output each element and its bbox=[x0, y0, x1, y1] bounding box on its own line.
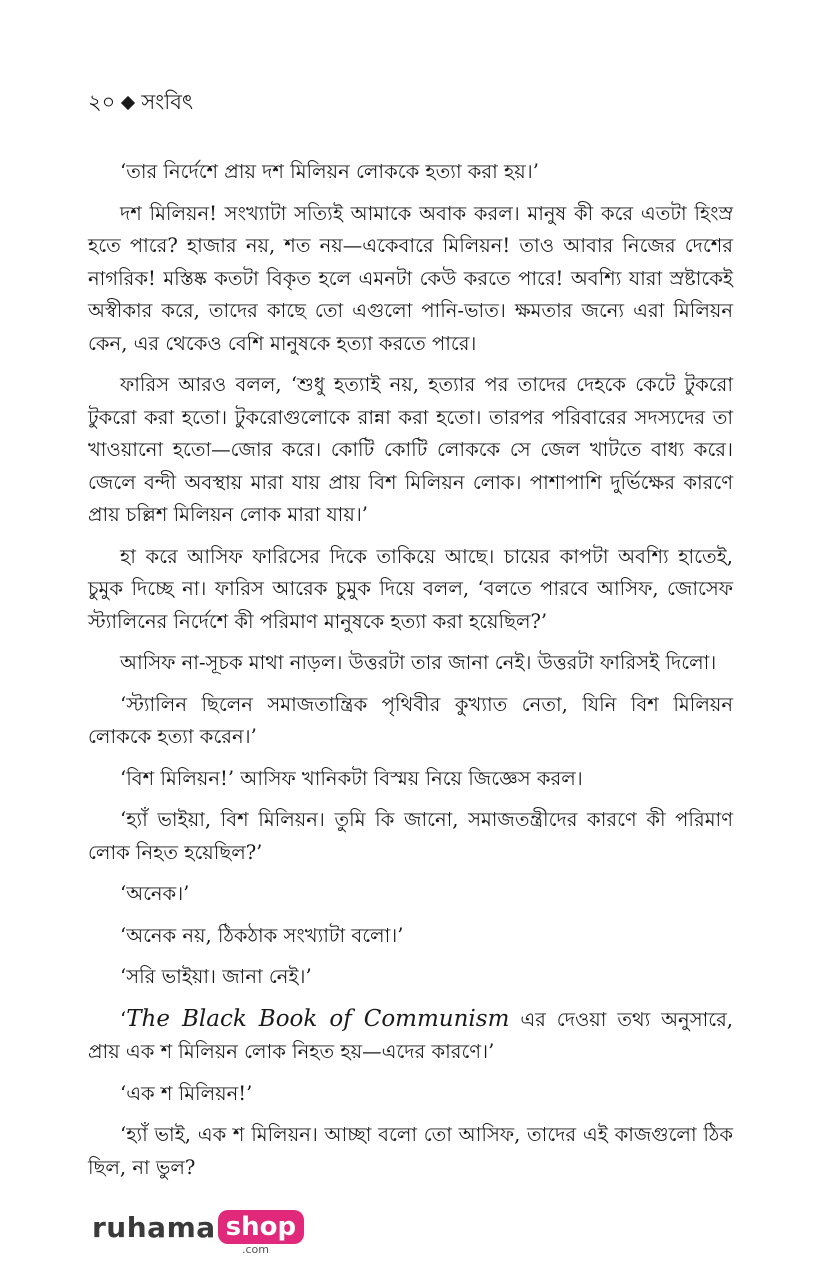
paragraph-12 bbox=[88, 1003, 733, 1069]
body-text bbox=[88, 156, 733, 1193]
logo-badge: shop bbox=[218, 1210, 304, 1244]
book-name: The Black Book of Communism bbox=[126, 1005, 510, 1032]
logo-domain: .com bbox=[242, 1243, 269, 1256]
paragraph-6: ‘স্ট্যালিন ছিলেন সমাজতান্ত্রিক পৃথিবীর কুখ্যাত নেতা, যিনি বিশ মিলিয়ন লোককে হত্যা করেন।’ bbox=[88, 692, 733, 748]
paragraph-2: দশ মিলিয়ন! সংখ্যাটা সত্যিই আমাকে অবাক করল। মানুষ কী করে এতটা হিংস্র হতে পারে? হাজার নয়, শত নয়—একেবারে মিলিয়ন! তাও আবার নিজের দেশের নাগরিক! মস্তিষ্ক কতটা বিকৃত হলে এমনটা কেউ করতে পারে! অবশ্যি যারা স্রষ্টাকেই অস্বীকার করে, তাদের কাছে তো এগুলো পানি-ভাত। ক্ষমতার জন্যে এরা মিলিয়ন কেন, এর থেকেও বেশি মানুষকে হত্যা করতে পারে। bbox=[88, 201, 733, 355]
paragraph-3: ফারিস আরও বলল, ‘শুধু হত্যাই নয়, হত্যার পর তাদের দেহকে কেটে টুকরো টুকরো করা হতো। টুকরোগুলোকে রান্না করা হতো। তারপর পরিবারের সদস্যদের তা খাওয়ানো হতো—জোর করে। কোটি কোটি লোককে সে জেল খাটতে বাধ্য করে। জেলে বন্দী অবস্থায় মারা যায় প্রায় বিশ মিলিয়ন লোক। পাশাপাশি দুর্ভিক্ষের কারণে প্রায় চল্লিশ মিলিয়ন লোক মারা যায়।’ bbox=[88, 373, 733, 526]
ruhama-shop-logo bbox=[92, 1210, 304, 1258]
paragraph-11: ‘সরি ভাইয়া। জানা নেই।’ bbox=[120, 965, 312, 988]
book-title: সংবিৎ bbox=[141, 90, 194, 114]
running-head bbox=[88, 88, 193, 116]
paragraph-4: হা করে আসিফ ফারিসের দিকে তাকিয়ে আছে। চায়ের কাপটা অবশ্যি হাতেই, চুমুক দিচ্ছে না। ফারিস আরেক চুমুক দিয়ে বলল, ‘বলতে পারবে আসিফ, জোসেফ স্ট্যালিনের নির্দেশে কী পরিমাণ মানুষকে হত্যা করা হয়েছিল?’ bbox=[88, 544, 733, 633]
paragraph-1: ‘তার নির্দেশে প্রায় দশ মিলিয়ন লোককে হত্যা করা হয়।’ bbox=[120, 160, 539, 183]
paragraph-10: ‘অনেক নয়, ঠিকঠাক সংখ্যাটা বলো।’ bbox=[120, 923, 404, 947]
paragraph-7: ‘বিশ মিলিয়ন!’ আসিফ খানিকটা বিস্ময় নিয়ে জিজ্ঞেস করল। bbox=[120, 766, 583, 790]
open-quote: ‘ bbox=[120, 1007, 127, 1031]
diamond-icon bbox=[121, 95, 135, 109]
paragraph-5: আসিফ না-সূচক মাথা নাড়ল। উত্তরটা তার জানা নেই। উত্তরটা ফারিসই দিলো। bbox=[120, 651, 717, 674]
logo-word: ruhama bbox=[92, 1211, 216, 1244]
paragraph-9: ‘অনেক।’ bbox=[120, 882, 190, 905]
page-number: ২০ bbox=[88, 90, 116, 114]
paragraph-13: ‘এক শ মিলিয়ন!’ bbox=[120, 1081, 253, 1105]
paragraph-12-rest: এর দেওয়া তথ্য অনুসারে, প্রায় এক শ মিলিয়ন লোক নিহত হয়—এদের কারণে।’ bbox=[88, 1007, 733, 1063]
paragraph-14: ‘হ্যাঁ ভাই, এক শ মিলিয়ন। আচ্ছা বলো তো আসিফ, তাদের এই কাজগুলো ঠিক ছিল, না ভুল? bbox=[88, 1123, 733, 1179]
paragraph-8: ‘হ্যাঁ ভাইয়া, বিশ মিলিয়ন। তুমি কি জানো, সমাজতন্ত্রীদের কারণে কী পরিমাণ লোক নিহত হয়েছিল?’ bbox=[88, 808, 733, 864]
